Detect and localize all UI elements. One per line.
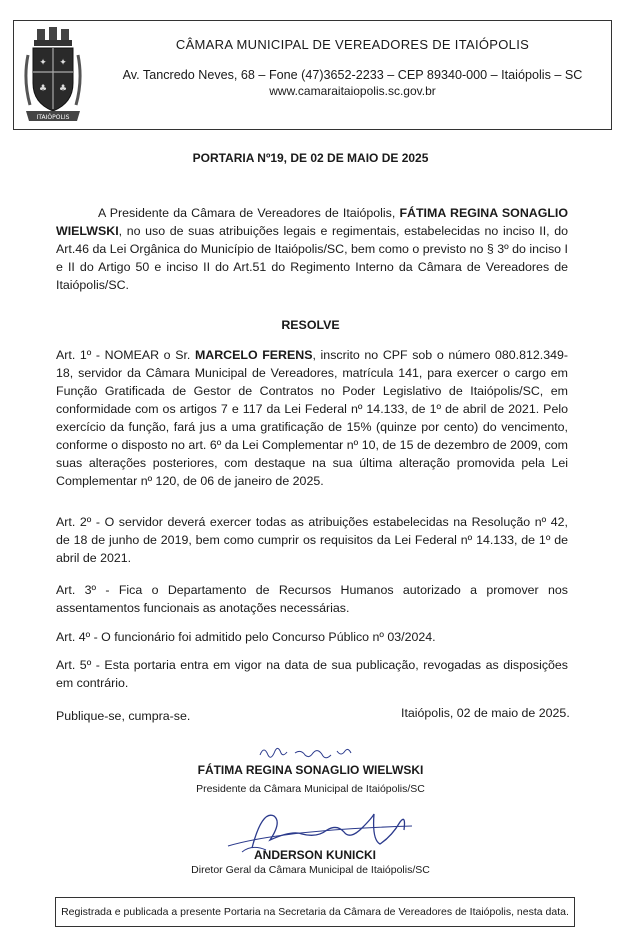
signatory-2-name: ANDERSON KUNICKI — [254, 848, 377, 862]
svg-text:✦: ✦ — [39, 58, 47, 68]
document-title: PORTARIA Nº19, DE 02 DE MAIO DE 2025 — [192, 151, 429, 165]
signatory-1-name: FÁTIMA REGINA SONAGLIO WIELWSKI — [197, 763, 424, 777]
municipal-crest-icon — [22, 25, 84, 125]
appointee-name: MARCELO FERENS — [194, 348, 313, 362]
registration-note — [55, 897, 575, 927]
signatory-1-role: Presidente da Câmara Municipal de Itaiópolis/SC — [196, 783, 425, 795]
article-1: Art. 1º - NOMEAR o Sr. MARCELO FERENS, inscrito no CPF sob o número 080.812.349-18, servidor da Câmara Municipal de Vereadores, matrícula 141, para exercer o cargo em Função Gratificada de Gestor de Contratos no Poder Legislativo de Itaiópolis/SC, em conformidade com os artigos 7 e 117 da Lei Federal nº 14.133, de 1º de abril de 2021. Pelo exercício da função, fará jus a uma gratificação de 15% (quinze por cento) do vencimento, conforme o disposto no art. 6º da Lei Complementar nº 10, de 15 de dezembro de 2009, com suas alterações posteriores, com destaque na sua última alteração promovida pela Lei Complementar nº 120, de 06 de janeiro de 2025. — [56, 348, 568, 488]
svg-text:♣: ♣ — [58, 84, 68, 94]
intro-paragraph: A Presidente da Câmara de Vereadores de Itaiópolis, FÁTIMA REGINA SONAGLIO WIELWSKI, no uso de suas atribuições legais e regimentais, estabelecidas no inciso II, do Art.46 da Lei Orgânica do Município de Itaiópolis/SC, bem como o previsto no § 3º do inciso I e II do Artigo 50 e inciso II do Art.51 do Regimento Interno da Câmara de Vereadores de Itaiópolis/SC. — [56, 206, 568, 292]
article-4: Art. 4º - O funcionário foi admitido pelo Concurso Público nº 03/2024. — [56, 630, 436, 644]
svg-text:♣: ♣ — [38, 84, 48, 94]
institution-name: CÂMARA MUNICIPAL DE VEREADORES DE ITAIÓPOLIS — [175, 37, 530, 52]
article-2: Art. 2º - O servidor deverá exercer todas as atribuições estabelecidas na Resolução nº 42, de 18 de junho de 2019, bem como cumprir os requisitos da Lei Federal nº 14.133, de 1º de abril de 2021. — [56, 515, 568, 565]
president-name: FÁTIMA REGINA SONAGLIO WIELWSKI — [56, 206, 568, 238]
article-5: Art. 5º - Esta portaria entra em vigor na data de sua publicação, revogadas as disposições em contrário. — [56, 658, 568, 690]
resolve-heading: RESOLVE — [281, 318, 340, 332]
institution-address: Av. Tancredo Neves, 68 – Fone (47)3652-2233 – CEP 89340-000 – Itaiópolis – SC — [122, 68, 583, 82]
signatory-2-role: Diretor Geral da Câmara Municipal de Itaiópolis/SC — [191, 864, 430, 876]
registration-note-text: Registrada e publicada a presente Portaria na Secretaria da Câmara de Vereadores de Itaiópolis, nesta data. — [61, 906, 569, 918]
president-signature-icon — [255, 741, 365, 763]
place-date: Itaiópolis, 02 de maio de 2025. — [401, 706, 570, 720]
crest-ribbon-text: ITAIÓPOLIS — [36, 114, 70, 121]
institution-website: www.camaraitaiopolis.sc.gov.br — [269, 84, 436, 98]
letterhead — [13, 20, 612, 130]
svg-text:✦: ✦ — [59, 58, 67, 68]
article-3: Art. 3º - Fica o Departamento de Recursos Humanos autorizado a promover nos assentamentos funcionais as anotações necessárias. — [56, 583, 568, 615]
publique-line: Publique-se, cumpra-se. — [56, 709, 191, 723]
